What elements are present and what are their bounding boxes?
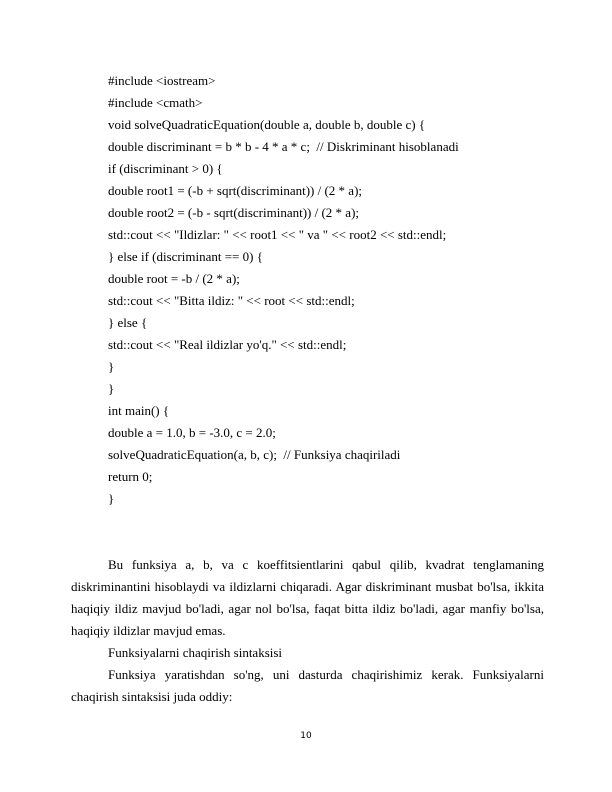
code-line: } — [108, 491, 115, 506]
code-line: std::cout << "Ildizlar: " << root1 << " va " << root2 << std::endl; — [108, 227, 447, 242]
code-line: } — [108, 359, 115, 374]
page-number: 10 — [300, 731, 312, 741]
code-line: int main() { — [108, 403, 170, 418]
code-line: #include <iostream> — [108, 73, 216, 88]
code-line: if (discriminant > 0) { — [108, 161, 223, 176]
code-line: double root1 = (-b + sqrt(discriminant)) / (2 * a); — [108, 183, 363, 198]
code-line: std::cout << "Bitta ildiz: " << root << std::endl; — [108, 293, 355, 308]
body-text — [71, 554, 544, 708]
code-line: void solveQuadraticEquation(double a, double b, double c) { — [108, 117, 426, 132]
code-line: double root = -b / (2 * a); — [108, 271, 240, 286]
paragraph-explanation: Bu funksiya a, b, va c koeffitsientlarini qabul qilib, kvadrat tenglamaning diskriminantini hisoblaydi va ildizlarni chiqaradi. Agar diskriminant musbat bo'lsa, ikkita haqiqiy ildiz mavjud bo'ladi, agar nol bo'lsa, faqat bitta ildiz bo'ladi, agar manfiy bo'lsa, haqiqiy ildizlar mavjud emas. — [71, 557, 544, 638]
code-line: } — [108, 381, 115, 396]
code-line: return 0; — [108, 469, 153, 484]
code-line: double a = 1.0, b = -3.0, c = 2.0; — [108, 425, 276, 440]
code-line: #include <cmath> — [108, 95, 203, 110]
code-line: solveQuadraticEquation(a, b, c); // Funksiya chaqiriladi — [108, 447, 401, 462]
code-line: } else { — [108, 315, 148, 330]
code-line: std::cout << "Real ildizlar yo'q." << std::endl; — [108, 337, 347, 352]
code-line: double root2 = (-b - sqrt(discriminant)) / (2 * a); — [108, 205, 360, 220]
section-heading: Funksiyalarni chaqirish sintaksisi — [108, 645, 283, 660]
paragraph-call-syntax: Funksiya yaratishdan so'ng, uni dasturda chaqirishimiz kerak. Funksiyalarni chaqirish sintaksisi juda oddiy: — [71, 667, 544, 704]
code-line: } else if (discriminant == 0) { — [108, 249, 263, 264]
code-listing — [108, 70, 548, 510]
code-line: double discriminant = b * b - 4 * a * c; // Diskriminant hisoblanadi — [108, 139, 459, 154]
